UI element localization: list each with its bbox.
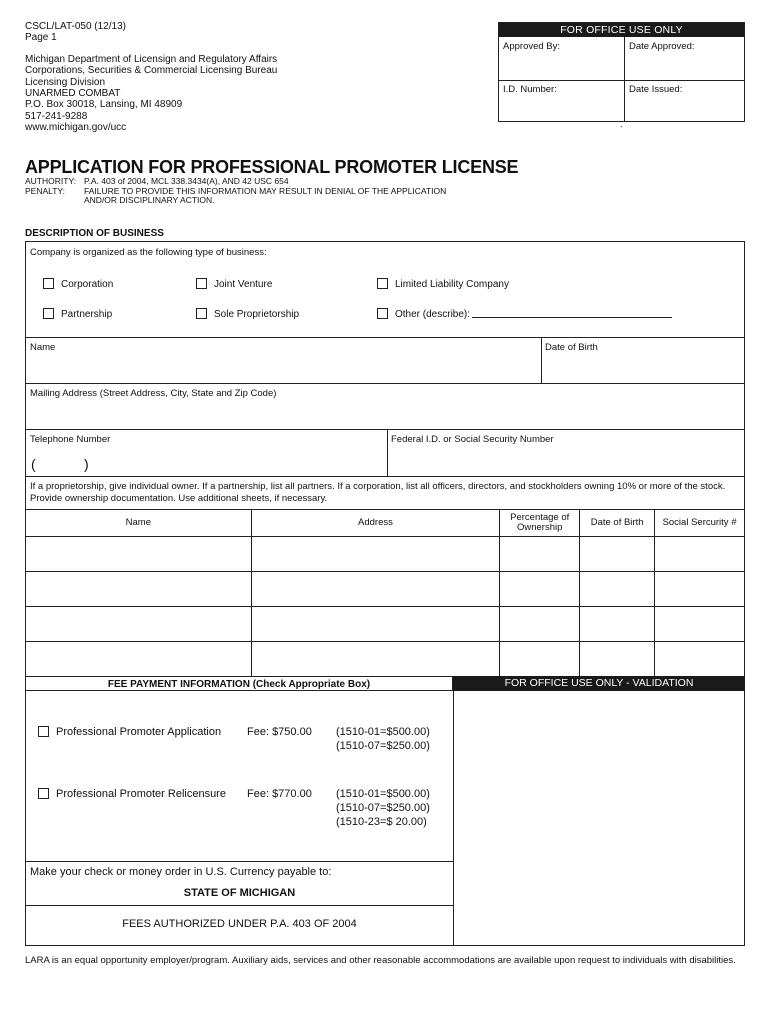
col-address-header: Address — [251, 510, 500, 537]
form-id: CSCL/LAT-050 (12/13) — [25, 21, 126, 32]
authority-penalty — [25, 177, 446, 206]
corporation-checkbox[interactable] — [43, 278, 54, 289]
business-type-box — [25, 241, 745, 338]
agency-phone: 517-241-9288 — [25, 110, 88, 122]
owner-address-cell[interactable] — [251, 607, 500, 642]
owner-pct-cell[interactable] — [500, 572, 580, 607]
area-code-close: ) — [84, 456, 89, 472]
penalty-text-1: FAILURE TO PROVIDE THIS INFORMATION MAY RESULT IN DENIAL OF THE APPLICATION — [84, 185, 447, 196]
approved-by-label: Approved By: — [503, 41, 561, 52]
owner-name-cell[interactable] — [26, 642, 252, 677]
option-llc[interactable]: Limited Liability Company — [377, 278, 509, 290]
authority-label: AUTHORITY: — [25, 176, 77, 186]
owner-pct-cell[interactable] — [500, 537, 580, 572]
date-approved-label: Date Approved: — [629, 41, 695, 52]
table-row — [26, 537, 745, 572]
form-title: APPLICATION FOR PROFESSIONAL PROMOTER LICENSE — [25, 157, 519, 177]
unit-name: UNARMED COMBAT — [25, 88, 121, 100]
option-sole-proprietorship[interactable]: Sole Proprietorship — [196, 308, 299, 320]
agency-website: www.michigan.gov/ucc — [25, 122, 127, 134]
col-name-header: Name — [26, 510, 252, 537]
date-issued-label: Date Issued: — [629, 84, 683, 95]
ownership-instructions: If a proprietorship, give individual owner. If a partnership, list all partners. If a corporation, list all officers, directors, and stockholders owning 10% or more of the stock. Provide ownership documentation. Use additional sheets, if necessary. — [30, 481, 726, 504]
mailing-address-label: Mailing Address (Street Address, City, State and Zip Code) — [30, 388, 277, 399]
penalty-text-2: AND/OR DISCIPLINARY ACTION. — [84, 195, 215, 205]
option-partnership[interactable]: Partnership — [43, 308, 112, 320]
table-row — [26, 572, 745, 607]
telephone-label: Telephone Number — [30, 434, 111, 445]
name-label: Name — [30, 342, 56, 353]
fees-authorized: FEES AUTHORIZED UNDER P.A. 403 OF 2004 — [122, 918, 357, 930]
owner-ssn-cell[interactable] — [655, 607, 745, 642]
bureau-name: Corporations, Securities & Commercial Licensing Bureau — [25, 65, 278, 77]
ownership-table — [25, 509, 745, 677]
other-checkbox[interactable] — [377, 308, 388, 319]
department-name: Michigan Department of Licensign and Regulatory Affairs — [25, 53, 278, 65]
table-row — [26, 642, 745, 677]
division-name: Licensing Division — [25, 76, 106, 88]
authority-text: P.A. 403 of 2004, MCL 338.3434(A), AND 42 USC 654 — [84, 176, 289, 186]
ownership-instructions-box — [25, 476, 745, 510]
table-row — [26, 607, 745, 642]
application-fee-codes: (1510-01=$500.00) (1510-07=$250.00) — [336, 726, 430, 752]
relicensure-fee: Fee: $770.00 — [247, 788, 312, 800]
sole-proprietorship-checkbox[interactable] — [196, 308, 207, 319]
penalty-label: PENALTY: — [25, 185, 65, 196]
relicensure-fee-codes: (1510-01=$500.00) (1510-07=$250.00) (1510-23=$ 20.00) — [336, 788, 430, 828]
owner-address-cell[interactable] — [251, 642, 500, 677]
other-describe-line[interactable] — [472, 309, 672, 318]
owner-ssn-cell[interactable] — [655, 572, 745, 607]
phone-id-row — [25, 429, 745, 477]
col-dob-header: Date of Birth — [580, 510, 655, 537]
name-row — [25, 337, 745, 384]
payee-name: STATE OF MICHIGAN — [183, 887, 296, 899]
owner-pct-cell[interactable] — [500, 607, 580, 642]
application-checkbox[interactable] — [38, 726, 49, 737]
office-use-box — [498, 22, 745, 122]
fee-option-relicensure[interactable]: Professional Promoter Relicensure — [38, 787, 226, 801]
owner-pct-cell[interactable] — [500, 642, 580, 677]
validation-box — [453, 691, 745, 946]
col-percentage-header: Percentage of Ownership — [500, 510, 580, 537]
validation-title: FOR OFFICE USE ONLY - VALIDATION — [453, 676, 745, 691]
fee-section-title: FEE PAYMENT INFORMATION (Check Appropriate Box) — [25, 676, 453, 691]
page-number: Page 1 — [25, 32, 57, 44]
dob-label: Date of Birth — [545, 342, 598, 353]
option-other[interactable]: Other (describe): — [377, 308, 672, 320]
mailing-address-field[interactable] — [25, 383, 745, 430]
owner-name-cell[interactable] — [26, 572, 252, 607]
federal-id-label: Federal I.D. or Social Security Number — [391, 434, 554, 445]
owner-dob-cell[interactable] — [580, 572, 655, 607]
relicensure-checkbox[interactable] — [38, 788, 49, 799]
fee-payment-box — [25, 691, 453, 946]
owner-ssn-cell[interactable] — [655, 537, 745, 572]
mailing-address: P.O. Box 30018, Lansing, MI 48909 — [25, 99, 183, 111]
payable-instructions: Make your check or money order in U.S. Currency payable to: — [30, 866, 332, 878]
partnership-checkbox[interactable] — [43, 308, 54, 319]
owner-address-cell[interactable] — [251, 572, 500, 607]
owner-name-cell[interactable] — [26, 537, 252, 572]
option-corporation[interactable]: Corporation — [43, 278, 113, 290]
owner-name-cell[interactable] — [26, 607, 252, 642]
area-code-open: ( — [31, 456, 36, 472]
owner-dob-cell[interactable] — [580, 537, 655, 572]
eeo-statement: LARA is an equal opportunity employer/program. Auxiliary aids, services and other reasonable accommodations are available upon request to individuals with disabilities. — [25, 955, 736, 966]
owner-address-cell[interactable] — [251, 537, 500, 572]
business-type-prompt: Company is organized as the following type of business: — [30, 247, 267, 258]
llc-checkbox[interactable] — [377, 278, 388, 289]
office-use-title: FOR OFFICE USE ONLY — [499, 23, 744, 37]
business-section-title: DESCRIPTION OF BUSINESS — [25, 228, 164, 239]
joint-venture-checkbox[interactable] — [196, 278, 207, 289]
col-ssn-header: Social Sercurity # — [655, 510, 745, 537]
stray-mark: ` — [620, 125, 623, 135]
id-number-label: I.D. Number: — [503, 84, 557, 95]
owner-ssn-cell[interactable] — [655, 642, 745, 677]
fee-option-application[interactable]: Professional Promoter Application — [38, 725, 221, 739]
application-fee: Fee: $750.00 — [247, 726, 312, 738]
owner-dob-cell[interactable] — [580, 642, 655, 677]
table-header-row — [26, 510, 745, 537]
owner-dob-cell[interactable] — [580, 607, 655, 642]
option-joint-venture[interactable]: Joint Venture — [196, 278, 272, 290]
agency-header — [25, 21, 277, 134]
